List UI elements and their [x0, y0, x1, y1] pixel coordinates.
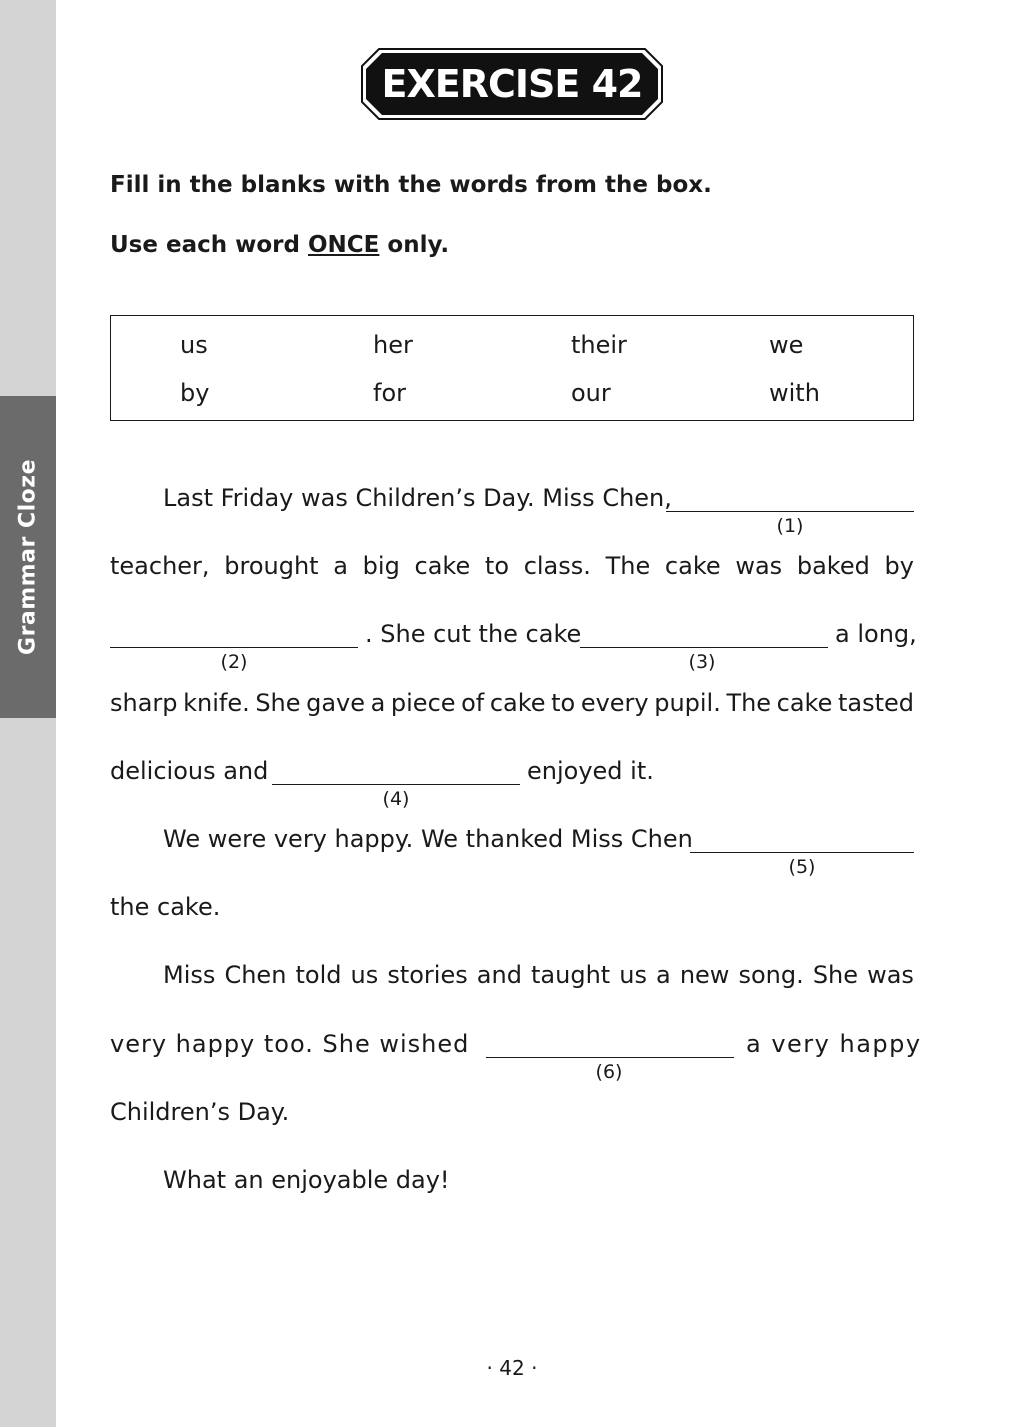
blank-number: (5)	[788, 856, 816, 878]
passage-word: to	[484, 552, 509, 580]
passage-word: knife.	[183, 689, 250, 717]
passage-word: She	[255, 689, 301, 717]
passage-word: baked	[796, 552, 870, 580]
passage-word: Chen	[224, 961, 287, 989]
instruction-line-1: Fill in the blanks with the words from the box.	[110, 172, 712, 198]
passage-word: every	[580, 689, 649, 717]
passage-word: brought	[224, 552, 319, 580]
blank-number: (1)	[776, 515, 804, 537]
word-option: our	[571, 379, 611, 407]
passage-word: of	[461, 689, 485, 717]
word-option: with	[769, 379, 820, 407]
passage-word: big	[362, 552, 400, 580]
instruction-line-2	[110, 232, 449, 258]
passage-line: Children’s Day.	[110, 1098, 290, 1126]
passage-word: class.	[523, 552, 591, 580]
passage-word: cake	[664, 552, 721, 580]
blank-number: (6)	[595, 1061, 623, 1083]
instruction-suffix: only.	[379, 232, 450, 258]
passage-word: Miss	[163, 961, 216, 989]
blank-number: (2)	[220, 651, 248, 673]
passage-word: to	[551, 689, 576, 717]
blank-6[interactable]	[486, 1057, 734, 1058]
passage-line: We were very happy. We thanked Miss Chen	[163, 825, 693, 853]
passage-word: The	[605, 552, 651, 580]
passage-word: cake	[776, 689, 833, 717]
word-option: her	[373, 331, 413, 359]
passage-word: piece	[390, 689, 456, 717]
passage-word: by	[884, 552, 914, 580]
passage-word: teacher,	[110, 552, 210, 580]
passage-line: a long,	[835, 620, 917, 648]
passage-word: and	[476, 961, 522, 989]
passage-word: taught	[531, 961, 611, 989]
passage-line-justified	[110, 552, 914, 580]
passage-word: The	[726, 689, 772, 717]
passage-line: very happy too. She wished	[110, 1030, 470, 1058]
blank-number: (4)	[382, 788, 410, 810]
blank-3[interactable]	[580, 647, 828, 648]
passage-line: What an enjoyable day!	[163, 1166, 450, 1194]
passage-line: Last Friday was Children’s Day. Miss Chen,	[163, 484, 672, 512]
passage-line: enjoyed it.	[527, 757, 654, 785]
passage-line-justified	[110, 689, 914, 717]
passage-word: cake	[489, 689, 546, 717]
passage-word: sharp	[110, 689, 178, 717]
passage-line: . She cut the cake	[365, 620, 582, 648]
instruction-emphasis: ONCE	[307, 232, 380, 258]
word-option: we	[769, 331, 804, 359]
exercise-title-badge	[361, 48, 663, 120]
word-box	[110, 315, 914, 421]
passage-word: a	[333, 552, 348, 580]
blank-1[interactable]	[666, 511, 914, 512]
exercise-title: EXERCISE 42	[381, 62, 643, 106]
passage-word: us	[619, 961, 647, 989]
passage-line: the cake.	[110, 893, 221, 921]
passage-word: was	[867, 961, 914, 989]
blank-4[interactable]	[272, 784, 520, 785]
passage-word: gave	[306, 689, 366, 717]
passage-word: cake	[414, 552, 471, 580]
passage-line: delicious and	[110, 757, 269, 785]
blank-5[interactable]	[690, 852, 914, 853]
passage-word: was	[735, 552, 783, 580]
passage-word: us	[350, 961, 379, 989]
passage-word: She	[812, 961, 859, 989]
passage-word: tasted	[837, 689, 914, 717]
passage-word: pupil.	[654, 689, 721, 717]
passage-line-justified	[163, 961, 914, 989]
passage-word: told	[295, 961, 342, 989]
side-tab-label: Grammar Cloze	[15, 459, 41, 655]
word-option: for	[373, 379, 406, 407]
word-option: by	[180, 379, 210, 407]
passage-word: stories	[387, 961, 468, 989]
instruction-prefix: Use each word	[110, 232, 308, 258]
blank-2[interactable]	[110, 647, 358, 648]
word-option: us	[180, 331, 208, 359]
page-number: · 42 ·	[486, 1356, 538, 1380]
passage-line: a very happy	[746, 1030, 922, 1058]
passage-word: a	[656, 961, 671, 989]
word-option: their	[571, 331, 627, 359]
blank-number: (3)	[688, 651, 716, 673]
passage-word: a	[370, 689, 386, 717]
passage-word: new	[679, 961, 730, 989]
passage-word: song.	[738, 961, 804, 989]
